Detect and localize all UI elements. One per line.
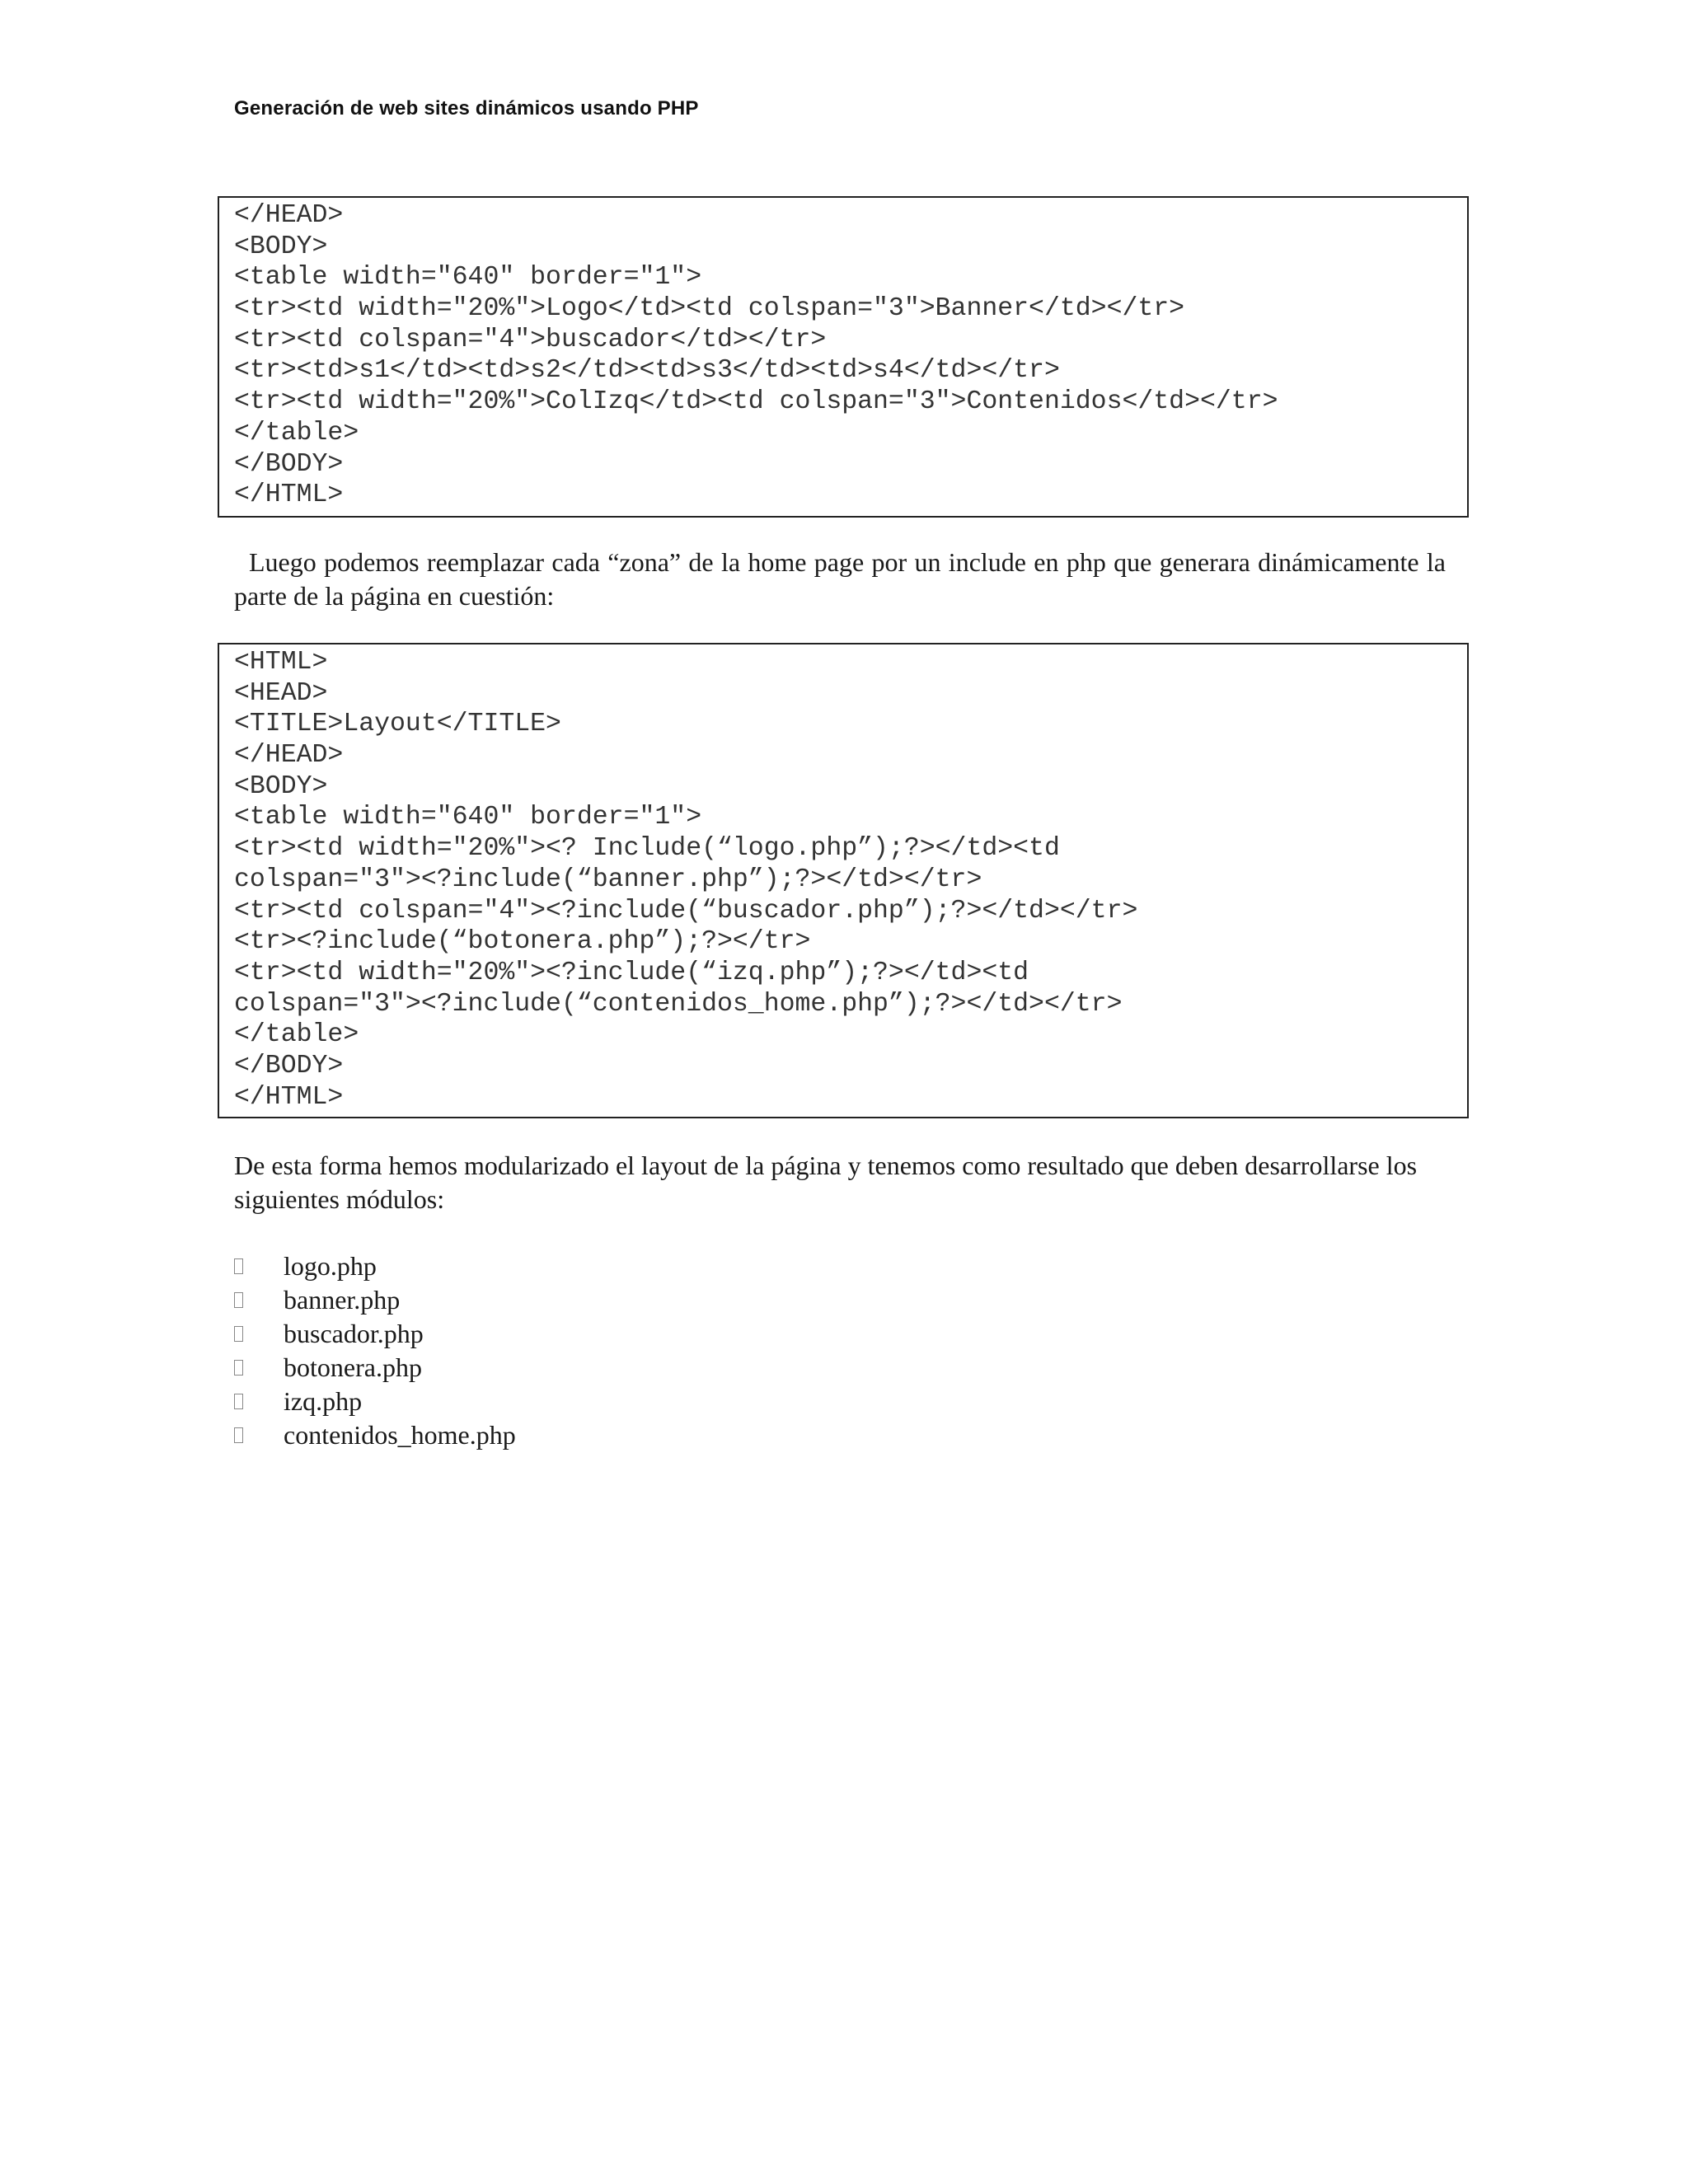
code-line: <table width="640" border="1"> <box>234 263 702 293</box>
code-line: <tr><td colspan="4"><?include(“buscador.php”);?></td></tr> <box>234 896 1138 926</box>
paragraph-intro <box>234 546 1446 613</box>
list-item <box>234 1385 516 1418</box>
page-header-title: Generación de web sites dinámicos usando PHP <box>234 97 699 120</box>
code-line: </HTML> <box>234 480 344 510</box>
code-line: </BODY> <box>234 1051 344 1080</box>
code-line: <TITLE>Layout</TITLE> <box>234 710 561 739</box>
module-list <box>234 1249 516 1452</box>
list-item <box>234 1317 516 1351</box>
code-line: <tr><td width="20%">Logo</td><td colspan="3">Banner</td></tr> <box>234 294 1185 324</box>
code-line: <tr><td colspan="4">buscador</td></tr> <box>234 325 827 354</box>
code-line: <BODY> <box>234 232 328 261</box>
bullet-icon <box>234 1292 243 1308</box>
code-line: <table width="640" border="1"> <box>234 803 702 832</box>
bullet-icon <box>234 1394 243 1409</box>
code-line: </BODY> <box>234 449 344 479</box>
code-line: <tr><td>s1</td><td>s2</td><td>s3</td><td>s4</td></tr> <box>234 356 1060 386</box>
code-line: colspan="3"><?include(“contenidos_home.php”);?></td></tr> <box>234 989 1123 1019</box>
code-line: <tr><td width="20%"><?include(“izq.php”);?></td><td <box>234 958 1029 987</box>
code-line: <HEAD> <box>234 678 328 708</box>
bullet-icon <box>234 1427 243 1443</box>
code-line: <HTML> <box>234 648 328 677</box>
list-item <box>234 1283 516 1317</box>
code-block-1 <box>218 196 1469 518</box>
module-name: contenidos_home.php <box>284 1420 516 1450</box>
list-item <box>234 1249 516 1283</box>
list-item <box>234 1351 516 1385</box>
code-block-2 <box>218 643 1469 1118</box>
bullet-icon <box>234 1258 243 1274</box>
code-line: <tr><td width="20%"><? Include(“logo.php”);?></td><td <box>234 834 1060 864</box>
code-line: <BODY> <box>234 771 328 801</box>
module-name: izq.php <box>284 1386 363 1416</box>
code-line: colspan="3"><?include(“banner.php”);?></td></tr> <box>234 865 982 894</box>
code-line: </HEAD> <box>234 201 344 230</box>
code-line: </table> <box>234 418 359 448</box>
list-item <box>234 1418 516 1452</box>
bullet-icon <box>234 1326 243 1342</box>
module-name: botonera.php <box>284 1352 422 1382</box>
paragraph-intro-text: Luego podemos reemplazar cada “zona” de la home page por un include en php que generara dinámicamente la parte de la página en cuestión: <box>234 547 1446 611</box>
code-line: </table> <box>234 1020 359 1050</box>
module-name: banner.php <box>284 1285 401 1315</box>
paragraph-modules: De esta forma hemos modularizado el layout de la página y tenemos como resultado que deben desarrollarse los siguientes módulos: <box>234 1151 1418 1214</box>
code-line: <tr><?include(“botonera.php”);?></tr> <box>234 927 811 957</box>
bullet-icon <box>234 1360 243 1376</box>
module-name: buscador.php <box>284 1319 424 1348</box>
code-line: </HTML> <box>234 1082 344 1112</box>
code-line: <tr><td width="20%">ColIzq</td><td colspan="3">Contenidos</td></tr> <box>234 387 1278 417</box>
code-line: </HEAD> <box>234 741 344 771</box>
module-name: logo.php <box>284 1251 377 1281</box>
